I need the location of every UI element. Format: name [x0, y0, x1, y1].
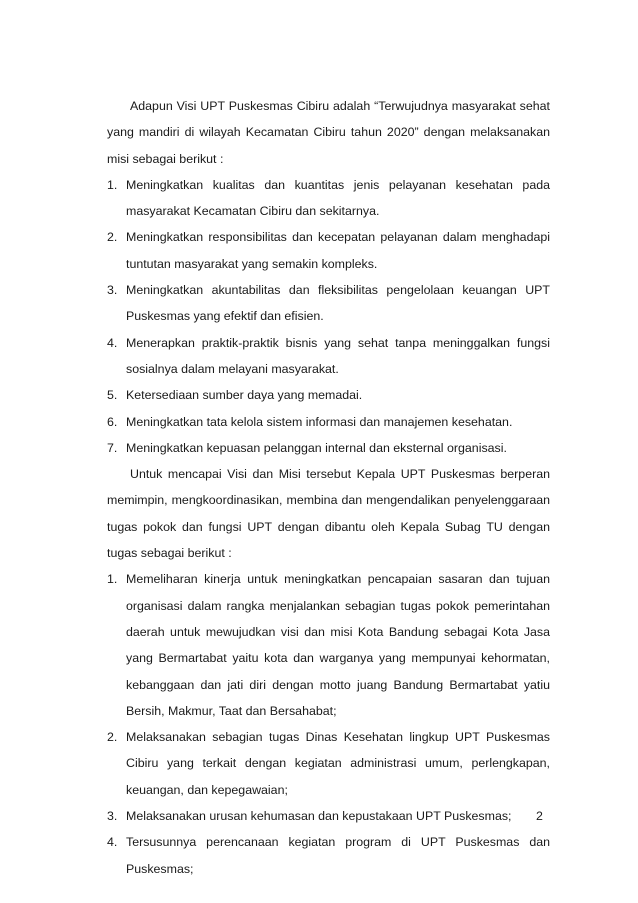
- list-number: 4.: [107, 835, 118, 850]
- list-number: 2.: [107, 730, 118, 745]
- list-text: Menerapkan praktik-praktik bisnis yang sehat tanpa meninggalkan fungsi sosialnya dalam melayani masyarakat.: [126, 335, 550, 376]
- list-item: [107, 409, 550, 435]
- list-number: 3.: [107, 809, 118, 824]
- list-item: [107, 172, 550, 225]
- list-item: [107, 724, 550, 803]
- paragraph-visi: Adapun Visi UPT Puskesmas Cibiru adalah “Terwujudnya masyarakat sehat yang mandiri di wilayah Kecamatan Cibiru tahun 2020” dengan melaksanakan misi sebagai berikut :: [107, 99, 550, 166]
- list-item: [107, 277, 550, 330]
- list-text: Melaksanakan sebagian tugas Dinas Kesehatan lingkup UPT Puskesmas Cibiru yang terkait dengan kegiatan administrasi umum, perlengkapan, keuangan, dan kepegawaian;: [126, 730, 550, 797]
- list-text: Melaksanakan urusan kehumasan dan kepustakaan UPT Puskesmas;: [126, 809, 512, 824]
- list-number: 4.: [107, 335, 118, 350]
- list-text: Meningkatkan kepuasan pelanggan internal dan eksternal organisasi.: [126, 440, 507, 455]
- list-number: 1.: [107, 177, 118, 192]
- list-number: 2.: [107, 230, 118, 245]
- list-text: Meningkatkan tata kelola sistem informasi dan manajemen kesehatan.: [126, 414, 513, 429]
- misi-list: [107, 172, 550, 461]
- list-text: Meningkatkan kualitas dan kuantitas jenis pelayanan kesehatan pada masyarakat Kecamatan Cibiru dan sekitarnya.: [126, 177, 550, 219]
- list-number: 1.: [107, 572, 118, 587]
- list-text: Tersusunnya perencanaan kegiatan program di UPT Puskesmas dan Puskesmas;: [126, 835, 550, 876]
- paragraph-tugas: Untuk mencapai Visi dan Misi tersebut Kepala UPT Puskesmas berperan memimpin, mengkoordinasikan, membina dan mengendalikan penyelenggaraan tugas pokok dan fungsi UPT dengan dibantu oleh Kepala Subag TU dengan tugas sebagai berikut :: [107, 467, 550, 561]
- page-number: 2: [536, 809, 543, 823]
- list-text: Meningkatkan responsibilitas dan kecepatan pelayanan dalam menghadapi tuntutan masyarakat yang semakin kompleks.: [126, 230, 550, 271]
- list-text: Meningkatkan akuntabilitas dan fleksibilitas pengelolaan keuangan UPT Puskesmas yang efektif dan efisien.: [126, 283, 550, 324]
- list-item: [107, 566, 550, 724]
- tugas-list: [107, 566, 550, 882]
- list-number: 6.: [107, 414, 118, 429]
- list-item: [107, 829, 550, 882]
- list-item: [107, 803, 550, 829]
- list-number: 3.: [107, 283, 118, 298]
- list-item: [107, 330, 550, 383]
- list-number: 5.: [107, 388, 118, 403]
- list-text: Memeliharan kinerja untuk meningkatkan pencapaian sasaran dan tujuan organisasi dalam rangka menjalankan sebagian tugas pokok pemerintahan daerah untuk mewujudkan visi dan misi Kota Bandung sebagai Kota Jasa yang Bermartabat yaitu kota dan warganya yang mempunyai kehormatan, kebanggaan dan jati diri dengan motto juang Bandung Bermartabat yatiu Bersih, Makmur, Taat dan Bersahabat;: [126, 572, 550, 718]
- list-text: Ketersediaan sumber daya yang memadai.: [126, 388, 363, 403]
- list-item: [107, 382, 550, 408]
- list-item: [107, 435, 550, 461]
- list-item: [107, 224, 550, 277]
- document-body: [107, 93, 550, 882]
- list-number: 7.: [107, 440, 118, 455]
